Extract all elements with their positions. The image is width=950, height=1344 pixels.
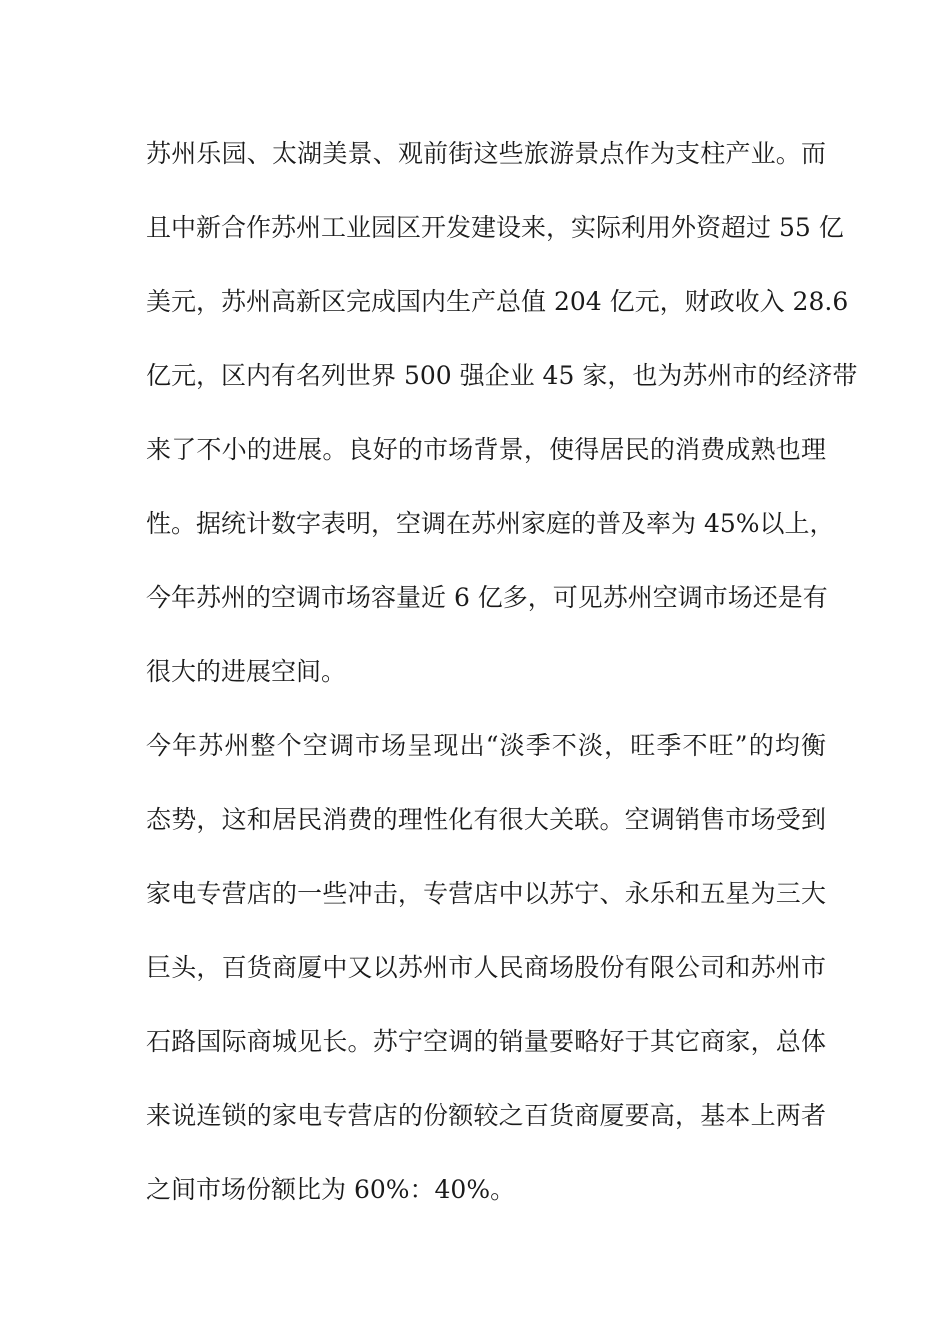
paragraph-1-line-1: 苏州乐园、太湖美景、观前街这些旅游景点作为支柱产业。而 — [146, 139, 826, 168]
paragraph-2-line-6: 来说连锁的家电专营店的份额较之百货商厦要高，基本上两者 — [146, 1101, 826, 1130]
paragraph-2-line-2: 态势，这和居民消费的理性化有很大关联。空调销售市场受到 — [146, 805, 826, 834]
paragraph-2-line-5: 石路国际商城见长。苏宁空调的销量要略好于其它商家，总体 — [146, 1027, 826, 1056]
paragraph-2-line-3: 家电专营店的一些冲击，专营店中以苏宁、永乐和五星为三大 — [146, 879, 826, 908]
paragraph-1-line-6: 性。据统计数字表明，空调在苏州家庭的普及率为 45%以上， — [146, 509, 835, 538]
paragraph-2-line-7: 之间市场份额比为 60%：40%。 — [146, 1175, 516, 1204]
paragraph-1-line-7: 今年苏州的空调市场容量近 6 亿多，可见苏州空调市场还是有 — [146, 583, 828, 612]
paragraph-2-line-1: 今年苏州整个空调市场呈现出“淡季不淡，旺季不旺”的均衡 — [146, 731, 826, 760]
paragraph-2-line-4: 巨头，百货商厦中又以苏州市人民商场股份有限公司和苏州市 — [146, 953, 826, 982]
paragraph-1-line-4: 亿元，区内有名列世界 500 强企业 45 家，也为苏州市的经济带 — [146, 361, 858, 390]
paragraph-1-line-8: 很大的进展空间。 — [146, 657, 347, 686]
paragraph-1-line-5: 来了不小的进展。良好的市场背景，使得居民的消费成熟也理 — [146, 435, 826, 464]
paragraph-1-line-3: 美元，苏州高新区完成国内生产总值 204 亿元，财政收入 28.6 — [146, 287, 849, 316]
paragraph-1-line-2: 且中新合作苏州工业园区开发建设来，实际利用外资超过 55 亿 — [146, 213, 844, 242]
